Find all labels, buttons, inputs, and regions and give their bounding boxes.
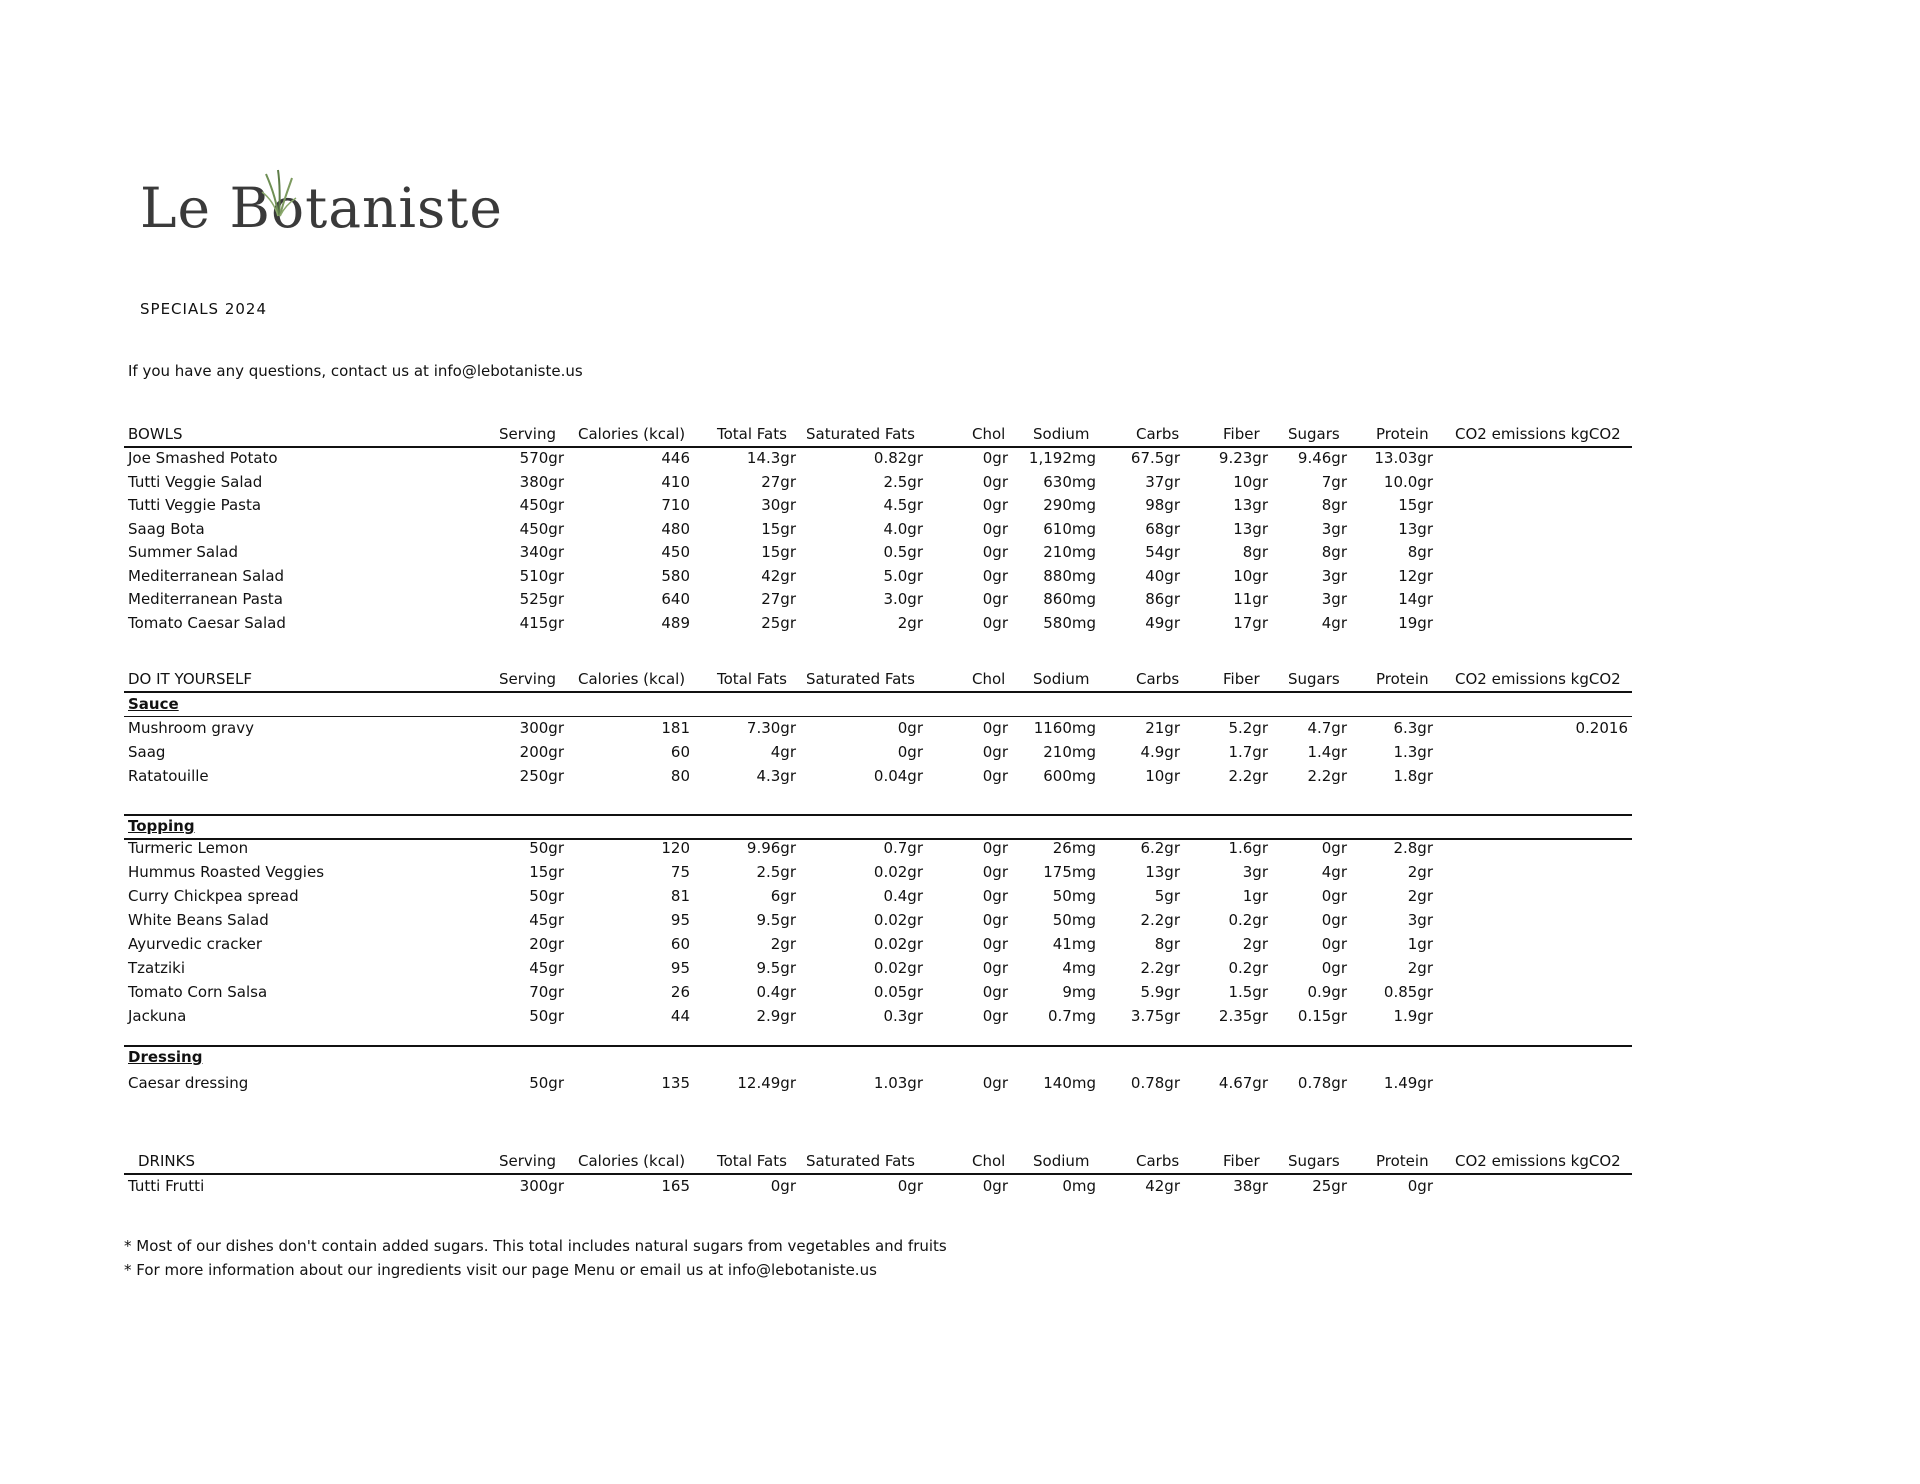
column-header: Sugars <box>1288 670 1340 688</box>
table-cell: 15gr <box>761 543 796 561</box>
category-dressing: Dressing <box>128 1048 203 1066</box>
contact-line: If you have any questions, contact us at info@lebotaniste.us <box>128 362 583 380</box>
table-cell: 15gr <box>1398 496 1433 514</box>
column-header: CO2 emissions kgCO2 <box>1455 1152 1621 1170</box>
table-cell: 630mg <box>1043 472 1096 491</box>
table-cell: 0gr <box>897 1177 923 1195</box>
table-cell: 300gr <box>519 1177 564 1195</box>
table-cell: 0.15gr <box>1297 1007 1347 1025</box>
table-cell: 86gr <box>1145 590 1180 608</box>
column-header: Sugars <box>1288 425 1340 443</box>
column-header: Saturated Fats <box>806 1152 915 1170</box>
table-cell: 2.2gr <box>1140 959 1180 977</box>
table-cell: 1160mg <box>1033 719 1096 737</box>
table-cell: 0gr <box>982 519 1008 538</box>
column-header: Fiber <box>1223 425 1260 443</box>
table-cell: 0gr <box>982 496 1008 514</box>
table-cell: 600mg <box>1043 767 1096 785</box>
table-cell: 0gr <box>770 1177 796 1195</box>
column-header: Chol <box>972 670 1006 688</box>
table-cell: 3.75gr <box>1130 1007 1180 1025</box>
column-header: Calories (kcal) <box>578 1152 686 1170</box>
row-name: Turmeric Lemon <box>128 839 249 857</box>
table-cell: 0gr <box>982 911 1008 929</box>
table-cell: 0.4gr <box>883 887 923 905</box>
table-cell: 3gr <box>1321 519 1347 538</box>
table-cell: 0gr <box>1321 959 1347 977</box>
table-cell: 0gr <box>982 719 1008 737</box>
table-cell: 450gr <box>519 496 564 514</box>
row-name: Tutti Veggie Salad <box>128 472 263 491</box>
table-cell: 54gr <box>1145 543 1180 561</box>
table-cell: 8gr <box>1154 935 1180 953</box>
table-cell: 610mg <box>1043 519 1096 538</box>
category-topping: Topping <box>128 817 195 835</box>
table-cell: 120 <box>661 839 690 857</box>
table-cell: 0.02gr <box>873 959 923 977</box>
table-cell: 0gr <box>1321 887 1347 905</box>
table-cell: 42gr <box>1145 1177 1180 1195</box>
table-cell: 6gr <box>770 887 796 905</box>
section-rule <box>124 814 1632 816</box>
table-cell: 1gr <box>1242 887 1268 905</box>
table-cell: 415gr <box>519 613 564 632</box>
table-cell: 210mg <box>1043 543 1096 561</box>
section-rule <box>124 1045 1632 1047</box>
table-cell: 210mg <box>1043 743 1096 761</box>
table-cell: 4.5gr <box>883 496 923 514</box>
table-cell: 6.3gr <box>1393 719 1433 737</box>
table-cell: 5.9gr <box>1140 983 1180 1001</box>
table-cell: 75 <box>670 863 690 881</box>
table-cell: 26mg <box>1052 839 1096 857</box>
table-cell: 13gr <box>1233 519 1268 538</box>
table-cell: 21gr <box>1145 719 1180 737</box>
table-cell: 14.3gr <box>746 449 796 467</box>
table-cell: 0.78gr <box>1130 1074 1180 1092</box>
column-header: Serving <box>499 1152 556 1170</box>
table-cell: 0gr <box>982 449 1008 467</box>
table-cell: 9.5gr <box>756 911 796 929</box>
section-title: DO IT YOURSELF <box>128 670 253 688</box>
table-cell: 1gr <box>1407 935 1433 953</box>
table-cell: 0gr <box>982 743 1008 761</box>
table-cell: 0.7gr <box>883 839 923 857</box>
table-cell: 0gr <box>982 566 1008 585</box>
table-cell: 9mg <box>1062 983 1096 1001</box>
column-header: Total Fats <box>717 425 787 443</box>
table-cell: 3gr <box>1407 911 1433 929</box>
table-cell: 44 <box>670 1007 690 1025</box>
table-cell: 0.2gr <box>1228 911 1268 929</box>
table-cell: 10gr <box>1233 566 1268 585</box>
table-cell: 5gr <box>1154 887 1180 905</box>
table-cell: 80 <box>670 767 690 785</box>
table-cell: 0gr <box>982 935 1008 953</box>
row-name: Mushroom gravy <box>128 719 254 737</box>
table-cell: 410 <box>661 472 690 491</box>
column-header: Saturated Fats <box>806 670 915 688</box>
table-cell: 50gr <box>529 1007 564 1025</box>
table-cell: 0.7mg <box>1048 1007 1096 1025</box>
table-cell: 68gr <box>1145 519 1180 538</box>
table-cell: 0gr <box>1321 839 1347 857</box>
column-header: Protein <box>1376 670 1429 688</box>
column-header: Saturated Fats <box>806 425 915 443</box>
row-name: Tomato Corn Salsa <box>128 983 268 1001</box>
table-cell: 0gr <box>897 719 923 737</box>
table-cell: 60 <box>670 935 690 953</box>
table-cell: 0.9gr <box>1307 983 1347 1001</box>
table-cell: 13gr <box>1233 496 1268 514</box>
footnote: * For more information about our ingredients visit our page Menu or email us at info@lebotaniste.us <box>124 1261 877 1279</box>
section-title: DRINKS <box>138 1152 195 1170</box>
table-cell: 4mg <box>1062 959 1096 977</box>
table-cell: 0gr <box>1321 935 1347 953</box>
table-cell: 7gr <box>1321 472 1347 491</box>
row-name: Ayurvedic cracker <box>128 935 263 953</box>
table-cell: 4gr <box>1321 863 1347 881</box>
table-cell: 1.8gr <box>1393 767 1433 785</box>
table-cell: 1.3gr <box>1393 743 1433 761</box>
table-cell: 2gr <box>1407 959 1433 977</box>
column-header: Serving <box>499 425 556 443</box>
row-name: White Beans Salad <box>128 911 269 929</box>
table-cell: 290mg <box>1043 496 1096 514</box>
table-cell: 380gr <box>519 472 564 491</box>
table-cell: 0mg <box>1062 1177 1096 1195</box>
table-cell: 4gr <box>770 743 796 761</box>
table-cell: 570gr <box>519 449 564 467</box>
row-name: Tutti Frutti <box>128 1177 205 1195</box>
brand-name: Le Botaniste <box>140 176 503 240</box>
table-cell: 0gr <box>982 983 1008 1001</box>
table-cell: 2gr <box>1242 935 1268 953</box>
table-cell: 95 <box>670 959 690 977</box>
table-cell: 37gr <box>1145 472 1180 491</box>
table-cell: 2.2gr <box>1140 911 1180 929</box>
table-cell: 2.2gr <box>1307 767 1347 785</box>
footnote: * Most of our dishes don't contain added sugars. This total includes natural sugars from vegetables and fruits <box>124 1237 947 1255</box>
table-cell: 0gr <box>982 863 1008 881</box>
table-cell: 13gr <box>1398 519 1433 538</box>
table-cell: 13.03gr <box>1374 449 1433 467</box>
table-cell: 10gr <box>1233 472 1268 491</box>
table-cell: 2gr <box>770 935 796 953</box>
table-cell: 0gr <box>1321 911 1347 929</box>
table-cell: 30gr <box>761 496 796 514</box>
page-subtitle: SPECIALS 2024 <box>140 300 268 318</box>
table-cell: 2gr <box>897 613 923 632</box>
header-rule <box>124 1173 1632 1175</box>
row-name: Caesar dressing <box>128 1074 249 1092</box>
table-cell: 0.04gr <box>873 767 923 785</box>
table-cell: 480 <box>661 519 690 538</box>
table-cell: 2gr <box>1407 887 1433 905</box>
table-cell: 1.9gr <box>1393 1007 1433 1025</box>
table-cell: 81 <box>670 887 690 905</box>
table-cell: 880mg <box>1043 566 1096 585</box>
table-cell: 8gr <box>1321 543 1347 561</box>
column-header: Sodium <box>1033 1152 1090 1170</box>
table-cell: 250gr <box>519 767 564 785</box>
table-cell: 4.9gr <box>1140 743 1180 761</box>
table-cell: 10gr <box>1145 767 1180 785</box>
table-cell: 95 <box>670 911 690 929</box>
column-header: Sugars <box>1288 1152 1340 1170</box>
table-cell: 0gr <box>982 1074 1008 1092</box>
table-cell: 4.67gr <box>1218 1074 1268 1092</box>
column-header: Carbs <box>1136 670 1180 688</box>
table-cell: 640 <box>661 590 690 608</box>
table-cell: 50mg <box>1052 887 1096 905</box>
table-cell: 0.85gr <box>1383 983 1433 1001</box>
table-cell: 489 <box>661 613 690 632</box>
column-header: Sodium <box>1033 670 1090 688</box>
row-name: Jackuna <box>128 1007 187 1025</box>
table-cell: 12.49gr <box>737 1074 796 1092</box>
table-cell: 0gr <box>982 839 1008 857</box>
table-cell: 1,192mg <box>1028 449 1096 467</box>
table-cell: 0.5gr <box>883 543 923 561</box>
table-cell: 70gr <box>529 983 564 1001</box>
table-cell: 3.0gr <box>883 590 923 608</box>
column-header: CO2 emissions kgCO2 <box>1455 670 1621 688</box>
column-header: CO2 emissions kgCO2 <box>1455 425 1621 443</box>
table-cell: 860mg <box>1043 590 1096 608</box>
table-cell: 45gr <box>529 911 564 929</box>
row-name: Tzatziki <box>128 959 186 977</box>
row-name: Saag Bota <box>128 519 205 538</box>
table-cell: 98gr <box>1145 496 1180 514</box>
column-header: Serving <box>499 670 556 688</box>
row-name: Ratatouille <box>128 767 209 785</box>
table-cell: 0.05gr <box>873 983 923 1001</box>
table-cell: 580mg <box>1043 613 1096 632</box>
table-cell: 446 <box>661 449 690 467</box>
table-cell: 450gr <box>519 519 564 538</box>
table-cell: 0gr <box>982 1007 1008 1025</box>
column-header: Chol <box>972 1152 1006 1170</box>
table-cell: 60 <box>670 743 690 761</box>
row-name: Summer Salad <box>128 543 239 561</box>
table-cell: 140mg <box>1043 1074 1096 1092</box>
column-header: Carbs <box>1136 1152 1180 1170</box>
table-cell: 9.23gr <box>1218 449 1268 467</box>
table-cell: 0gr <box>982 472 1008 491</box>
table-cell: 1.4gr <box>1307 743 1347 761</box>
section-title: BOWLS <box>128 425 183 443</box>
table-cell: 2.2gr <box>1228 767 1268 785</box>
table-cell: 340gr <box>519 543 564 561</box>
table-cell: 25gr <box>761 613 796 632</box>
table-cell: 1.6gr <box>1228 839 1268 857</box>
table-cell: 26 <box>670 983 690 1001</box>
table-cell: 510gr <box>519 566 564 585</box>
row-name: Tutti Veggie Pasta <box>128 496 262 514</box>
column-header: Chol <box>972 425 1006 443</box>
table-cell: 2.8gr <box>1393 839 1433 857</box>
table-cell: 15gr <box>761 519 796 538</box>
table-cell: 0gr <box>982 613 1008 632</box>
table-cell: 4.7gr <box>1307 719 1347 737</box>
table-cell: 0gr <box>982 543 1008 561</box>
brand-logo <box>140 168 503 248</box>
table-cell: 40gr <box>1145 566 1180 585</box>
table-cell: 200gr <box>519 743 564 761</box>
column-header: Protein <box>1376 1152 1429 1170</box>
table-cell: 0.78gr <box>1297 1074 1347 1092</box>
column-header: Carbs <box>1136 425 1180 443</box>
table-cell: 181 <box>661 719 690 737</box>
table-cell: 0.2gr <box>1228 959 1268 977</box>
table-cell: 580 <box>661 566 690 585</box>
table-cell: 0.82gr <box>873 449 923 467</box>
table-cell: 175mg <box>1043 863 1096 881</box>
table-cell: 27gr <box>761 590 796 608</box>
table-cell: 1.03gr <box>873 1074 923 1092</box>
row-name: Joe Smashed Potato <box>128 449 278 467</box>
table-cell: 0.02gr <box>873 935 923 953</box>
table-cell: 5.2gr <box>1228 719 1268 737</box>
table-cell: 0.02gr <box>873 863 923 881</box>
table-cell: 14gr <box>1398 590 1433 608</box>
table-cell: 4.3gr <box>756 767 796 785</box>
table-cell: 5.0gr <box>883 566 923 585</box>
row-name: Saag <box>128 743 166 761</box>
table-cell: 1.49gr <box>1383 1074 1433 1092</box>
table-cell: 0gr <box>897 743 923 761</box>
table-cell: 2.5gr <box>883 472 923 491</box>
table-cell: 4gr <box>1321 613 1347 632</box>
table-cell: 9.46gr <box>1297 449 1347 467</box>
table-cell: 3gr <box>1242 863 1268 881</box>
table-cell: 19gr <box>1398 613 1433 632</box>
table-cell: 3gr <box>1321 566 1347 585</box>
table-cell: 10.0gr <box>1383 472 1433 491</box>
table-cell: 8gr <box>1321 496 1347 514</box>
table-cell: 20gr <box>529 935 564 953</box>
table-cell: 12gr <box>1398 566 1433 585</box>
column-header: Calories (kcal) <box>578 425 686 443</box>
table-cell: 0.4gr <box>756 983 796 1001</box>
table-cell: 0gr <box>982 767 1008 785</box>
row-name: Curry Chickpea spread <box>128 887 299 905</box>
table-cell: 6.2gr <box>1140 839 1180 857</box>
table-cell: 50gr <box>529 839 564 857</box>
table-cell: 25gr <box>1312 1177 1347 1195</box>
row-name: Hummus Roasted Veggies <box>128 863 325 881</box>
table-cell: 0gr <box>982 959 1008 977</box>
table-cell: 8gr <box>1407 543 1433 561</box>
table-cell: 38gr <box>1233 1177 1268 1195</box>
table-cell: 710 <box>661 496 690 514</box>
table-cell: 13gr <box>1145 863 1180 881</box>
table-cell: 450 <box>661 543 690 561</box>
table-cell: 50gr <box>529 1074 564 1092</box>
column-header: Fiber <box>1223 670 1260 688</box>
table-cell: 2gr <box>1407 863 1433 881</box>
table-cell: 42gr <box>761 566 796 585</box>
table-cell: 41mg <box>1052 935 1096 953</box>
table-cell: 0gr <box>1407 1177 1433 1195</box>
table-cell: 27gr <box>761 472 796 491</box>
table-cell: 3gr <box>1321 590 1347 608</box>
table-cell: 2.9gr <box>756 1007 796 1025</box>
column-header: Total Fats <box>717 1152 787 1170</box>
table-cell: 15gr <box>529 863 564 881</box>
header-rule <box>124 691 1632 693</box>
table-cell: 50mg <box>1052 911 1096 929</box>
column-header: Protein <box>1376 425 1429 443</box>
table-cell: 0.2016 <box>1575 719 1628 737</box>
table-cell: 2.35gr <box>1218 1007 1268 1025</box>
table-cell: 1.7gr <box>1228 743 1268 761</box>
table-cell: 525gr <box>519 590 564 608</box>
sprout-icon <box>258 168 298 218</box>
table-cell: 67.5gr <box>1130 449 1180 467</box>
table-cell: 0gr <box>982 1177 1008 1195</box>
table-cell: 165 <box>661 1177 690 1195</box>
table-cell: 0gr <box>982 590 1008 608</box>
column-header: Total Fats <box>717 670 787 688</box>
table-cell: 1.5gr <box>1228 983 1268 1001</box>
section-rule <box>124 716 1632 717</box>
table-cell: 2.5gr <box>756 863 796 881</box>
table-cell: 4.0gr <box>883 519 923 538</box>
table-cell: 300gr <box>519 719 564 737</box>
column-header: Sodium <box>1033 425 1090 443</box>
table-cell: 8gr <box>1242 543 1268 561</box>
row-name: Mediterranean Pasta <box>128 590 283 608</box>
row-name: Mediterranean Salad <box>128 566 285 585</box>
table-cell: 11gr <box>1233 590 1268 608</box>
table-cell: 9.96gr <box>746 839 796 857</box>
row-name: Tomato Caesar Salad <box>128 613 286 632</box>
table-cell: 0.3gr <box>883 1007 923 1025</box>
table-cell: 49gr <box>1145 613 1180 632</box>
column-header: Fiber <box>1223 1152 1260 1170</box>
table-cell: 50gr <box>529 887 564 905</box>
table-cell: 7.30gr <box>746 719 796 737</box>
table-cell: 135 <box>661 1074 690 1092</box>
table-cell: 9.5gr <box>756 959 796 977</box>
table-cell: 0gr <box>982 887 1008 905</box>
column-header: Calories (kcal) <box>578 670 686 688</box>
table-cell: 17gr <box>1233 613 1268 632</box>
table-cell: 0.02gr <box>873 911 923 929</box>
category-sauce: Sauce <box>128 695 179 713</box>
table-cell: 45gr <box>529 959 564 977</box>
